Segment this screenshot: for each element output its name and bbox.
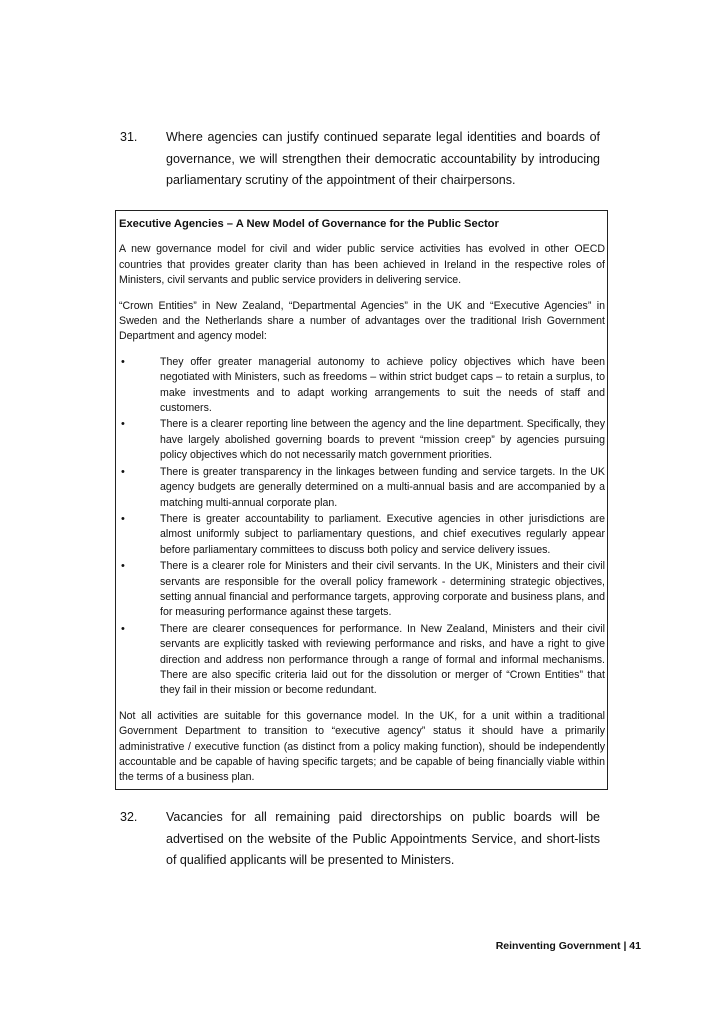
list-item (119, 559, 605, 621)
paragraph-32 (120, 807, 600, 872)
list-item-text: There is greater transparency in the linkages between funding and service targets. In the UK agency budgets are generally determined on a multi-annual basis and are accompanied by a matching multi-annual corporate plan. (160, 465, 605, 509)
list-item-text: They offer greater managerial autonomy to achieve policy objectives which have been negotiated with Ministers, such as freedoms – within strict budget caps – to retain a surplus, to make investments and to adapt working arrangements to suit the needs of staff and customers. (160, 355, 605, 415)
list-item (119, 512, 605, 558)
page-footer: Reinventing Government | 41 (495, 940, 641, 952)
executive-agencies-box (115, 210, 608, 790)
advantages-list (119, 355, 605, 699)
box-title: Executive Agencies – A New Model of Governance for the Public Sector (119, 218, 499, 230)
bullet-icon: • (121, 560, 125, 573)
box-paragraph-2: “Crown Entities” in New Zealand, “Departmental Agencies” in the UK and “Executive Agencies” in Sweden and the Netherlands share a number of advantages over the traditional Irish Government Department and agency model: (119, 299, 605, 343)
list-item-text: There are clearer consequences for performance. In New Zealand, Ministers and their civil servants are explicitly tasked with reviewing performance and risks, and have a right to give direction and address non performance through a range of formal and informal mechanisms. There are also specific criteria laid out for the dissolution or merger of “Crown Entities” that they fail in their mission or become redundant. (160, 622, 605, 697)
paragraph-31 (120, 127, 600, 192)
list-item-text: There is a clearer role for Ministers and their civil servants. In the UK, Ministers and their civil servants are responsible for the overall policy framework - determining strategic objectives, setting annual financial and performance targets, approving corporate and business plans, and for measuring performance against these targets. (160, 560, 605, 619)
list-item (119, 622, 605, 699)
list-item-text: There is a clearer reporting line between the agency and the line department. Specifically, they have largely abolished governing boards to prevent “mission creep” by agencies pursuing policy objectives which do not necessarily match government priorities. (160, 418, 605, 462)
box-closing: Not all activities are suitable for this governance model. In the UK, for a unit within a traditional Government Department to transition to “executive agency” status it should have a primarily administrative / executive function (as distinct from a policy making function), should be independently accountable and be capable of having specific targets; and be capable of being financially viable within the terms of a business plan. (119, 709, 605, 784)
list-item-text: There is greater accountability to parliament. Executive agencies in other jurisdictions are almost uniformly subject to parliamentary questions, and chief executives regularly appear before parliamentary committees to discuss both policy and service delivery issues. (160, 512, 605, 556)
bullet-icon: • (121, 512, 125, 525)
box-intro: A new governance model for civil and wider public service activities has evolved in other OECD countries that provides greater clarity than has been achieved in Ireland in the respective roles of Ministers, civil servants and public service providers in delivering service. (119, 243, 605, 287)
bullet-icon: • (121, 355, 125, 368)
paragraph-number: 32. (120, 810, 138, 824)
bullet-icon: • (121, 622, 125, 635)
paragraph-text: Vacancies for all remaining paid directorships on public boards will be advertised on the website of the Public Appointments Service, and short-lists of qualified applicants will be presented to Ministers. (166, 810, 600, 867)
list-item (119, 355, 605, 417)
list-item (119, 417, 605, 463)
bullet-icon: • (121, 418, 125, 431)
list-item (119, 465, 605, 511)
paragraph-text: Where agencies can justify continued separate legal identities and boards of governance, we will strengthen their democratic accountability by introducing parliamentary scrutiny of the appointment of their chairpersons. (166, 130, 600, 187)
paragraph-number: 31. (120, 130, 138, 144)
bullet-icon: • (121, 465, 125, 478)
